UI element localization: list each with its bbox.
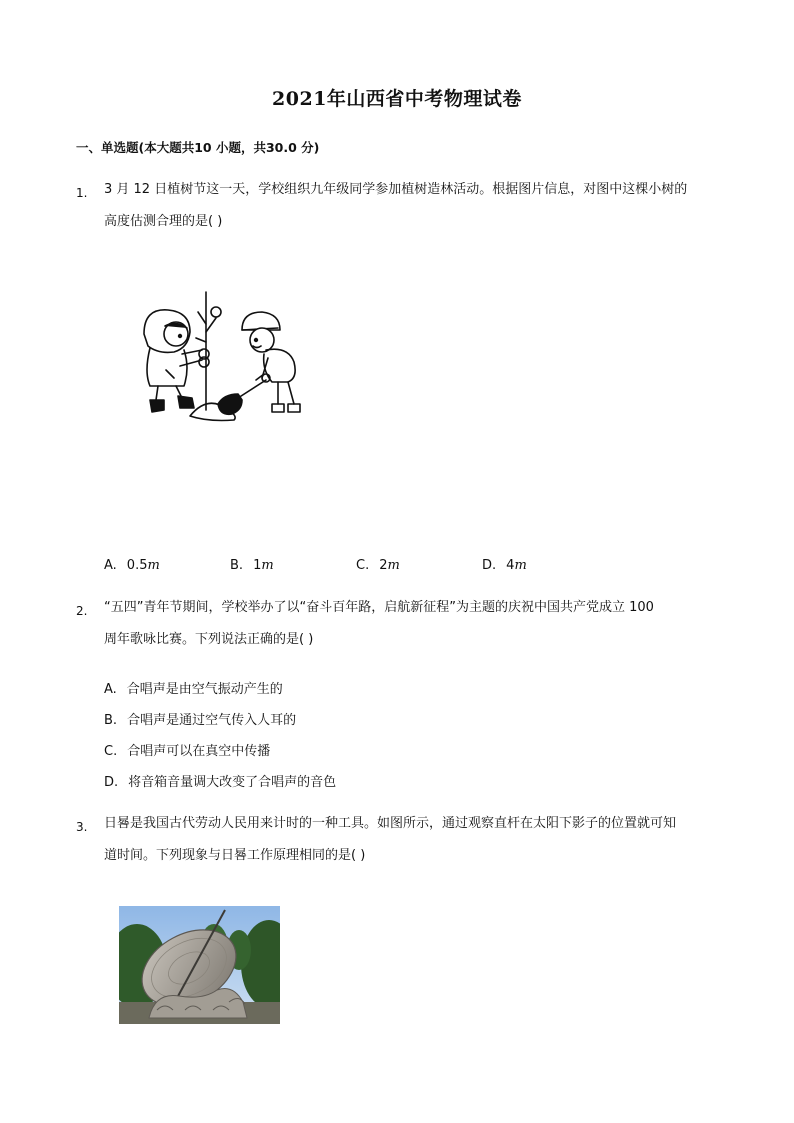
option-letter: A. — [104, 682, 117, 697]
option-unit: m — [514, 558, 527, 573]
option-b — [230, 558, 274, 573]
question-text-line: “五四”青年节期间，学校举办了以“奋斗百年路，启航新征程”为主题的庆祝中国共产党成立 100 — [104, 600, 654, 615]
option-d — [482, 558, 527, 573]
option-letter: D. — [482, 558, 497, 573]
option-a — [104, 678, 283, 697]
section-heading: 一、单选题(本大题共10 小题，共30.0 分) — [76, 140, 320, 155]
option-unit: m — [387, 558, 400, 573]
question-text-line: 道时间。下列现象与日晷工作原理相同的是( ) — [104, 848, 366, 863]
question-number: 3. — [76, 820, 88, 834]
option-a — [104, 558, 160, 573]
option-letter: B. — [230, 558, 244, 573]
question-text-line: 周年歌咏比赛。下列说法正确的是( ) — [104, 632, 314, 647]
tree-planting-illustration — [138, 282, 318, 427]
option-unit: m — [147, 558, 160, 573]
option-d — [104, 771, 336, 790]
option-text: 合唱声是由空气振动产生的 — [126, 682, 283, 697]
page-title: 2021年山西省中考物理试卷 — [272, 88, 522, 110]
sundial-photo — [119, 906, 280, 1024]
option-c — [356, 558, 400, 573]
option-letter: B. — [104, 713, 118, 728]
option-text: 将音箱音量调大改变了合唱声的音色 — [128, 775, 337, 790]
question-number: 2. — [76, 604, 88, 618]
option-letter: C. — [356, 558, 370, 573]
option-text: 合唱声是通过空气传入人耳的 — [127, 713, 297, 728]
option-letter: C. — [104, 744, 118, 759]
option-value: 4 — [506, 558, 515, 573]
option-unit: m — [261, 558, 274, 573]
option-value: 0.5 — [126, 558, 148, 573]
question-text-line: 3 月 12 日植树节这一天，学校组织九年级同学参加植树造林活动。根据图片信息，对图中这棵小树的 — [104, 182, 688, 197]
question-number: 1. — [76, 186, 88, 200]
option-value: 1 — [253, 558, 262, 573]
option-text: 合唱声可以在真空中传播 — [127, 744, 271, 759]
option-b — [104, 709, 296, 728]
option-value: 2 — [379, 558, 388, 573]
question-text-line: 日晷是我国古代劳动人民用来计时的一种工具。如图所示，通过观察直杆在太阳下影子的位置就可知 — [104, 816, 677, 831]
option-letter: A. — [104, 558, 117, 573]
question-text-line: 高度估测合理的是( ) — [104, 214, 223, 229]
option-letter: D. — [104, 775, 119, 790]
option-c — [104, 740, 270, 759]
